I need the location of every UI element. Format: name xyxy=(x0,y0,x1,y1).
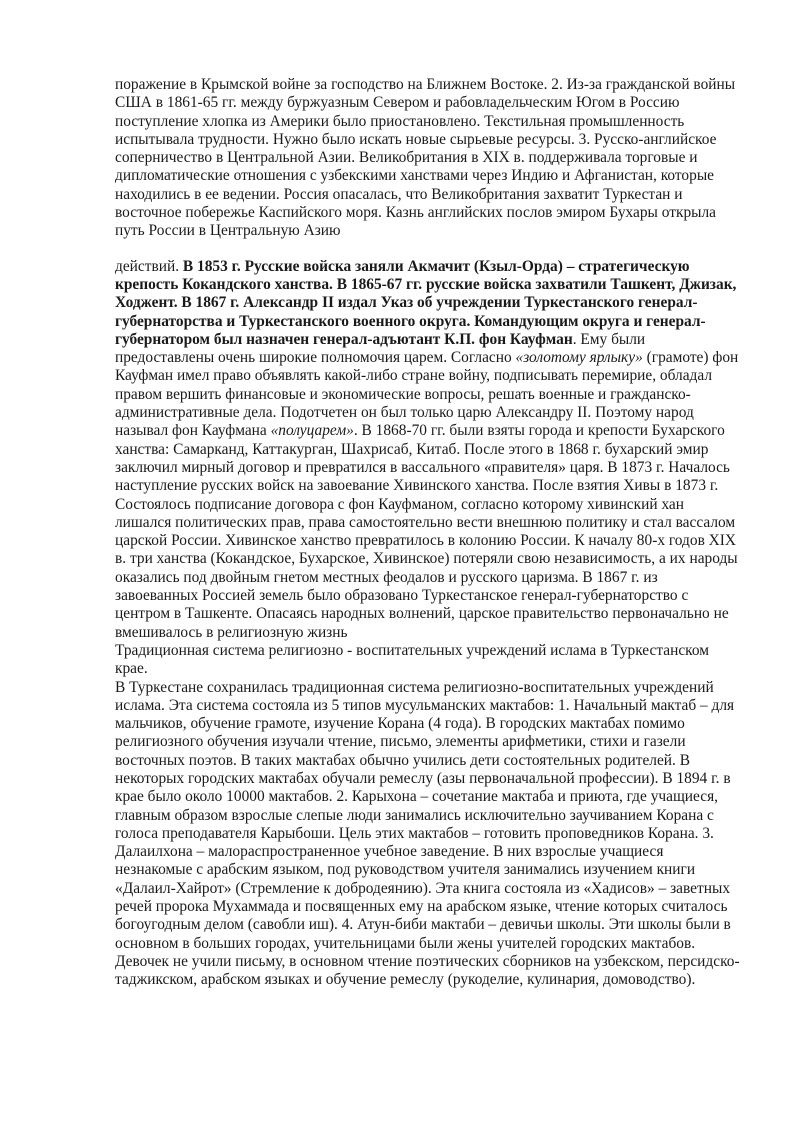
conquest-text-2: (грамоте) фон Кауфман имел право объявлять какой-либо стране войну, подписывать перемирие, обладал правом вершить финансовые и экономические вопросы, решать военные и гражданско-административные дела. Подотчетен он был только царю Александру II. Поэтому народ называл фон Кауфмана xyxy=(115,349,739,440)
golden-yarlyk-italic: «золотому ярлыку» xyxy=(515,349,643,367)
conquest-bold-text: В 1853 г. Русские войска заняли Акмачит (Кзыл-Орда) – стратегическую крепость Кокандского ханства. В 1865-67 гг. русские войска захватили Ташкент, Джизак, Ходжент. В 1867 г. Александр II издал Указ об учреждении Туркестанского генерал-губернаторства и Туркестанского военного округа. Командующим округа и генерал-губернатором был назначен генерал-адъютант К.П. фон Кауфман xyxy=(115,257,737,348)
half-tsar-italic: «полуцарем» xyxy=(270,422,354,440)
conquest-text-3: . В 1868-70 гг. были взяты города и крепости Бухарского ханства: Самарканд, Каттакурган, Шахрисаб, Китаб. После этого в 1868 г. бухарский эмир заключил мирный договор и превратился в вассального «правителя» царя. В 1873 г. Началось наступление русских войск на завоевание Хивинского ханства. После взятия Хивы в 1873 г. Состоялось подписание договора с фон Кауфманом, согласно которому хивинский хан лишался политических прав, права самостоятельно вести внешнюю политику и стал вассалом царской России. Хивинское ханство превратилось в колонию России. К началу 80-х годов XIX в. три ханства (Кокандское, Бухарское, Хивинское) потеряли свою независимость, а их народы оказались под двойным гнетом местных феодалов и русского царизма. В 1867 г. из завоеванных Россией земель было образовано Туркестанское генерал-губернаторство с центром в Ташкенте. Опасаясь народных волнений, царское правительство первоначально не вмешивалось в религиозную жизнь xyxy=(115,422,738,641)
section-heading: Традиционная система религиозно - воспитательных учреждений ислама в Туркестанском крае. xyxy=(115,641,709,678)
paragraph-gap xyxy=(115,241,743,258)
paragraph-conquest xyxy=(115,258,743,642)
paragraph-maktabs: В Туркестане сохранилась традиционная система религиозно-воспитательных учреждений ислама. Эта система состояла из 5 типов мусульманских мактабов: 1. Начальный мактаб – для мальчиков, обучение грамоте, изучение Корана (4 года). В городских мактабах помимо религиозного обучения изучали чтение, письмо, элементы арифметики, стихи и газели восточных поэтов. В таких мактабах обычно учились дети состоятельных родителей. В некоторых городских мактабах обучали ремеслу (азы первоначальной профессии). В 1894 г. в крае было около 10000 мактабов. 2. Карыхона – сочетание мактаба и приюта, где учащиеся, главным образом взрослые слепые люди занимались исключительно заучиванием Корана с голоса преподавателя Карыбоши. Цель этих мактабов – готовить проповедников Корана. 3. Далаилхона – малораспространенное учебное заведение. В них взрослые учащиеся незнакомые с арабским языком, под руководством учителя занимались изучением книги «Далаил-Хайрот» (Стремление к добродеянию). Эта книга состояла из «Хадисов» – заветных речей пророка Мухаммада и посвященных ему на арабском языке, чтение которых считалось богоугодным делом (савобли иш). 4. Атун-биби мактаби – девичьи школы. Эти школы были в основном в больших городах, учительницами были жены учителей городских мактабов. Девочек не учили письму, в основном чтение поэтических сборников на узбекском, персидско-таджикском, арабском языках и обучение ремеслу (рукоделие, кулинария, домоводство). xyxy=(115,678,740,989)
document-page xyxy=(115,76,743,990)
conquest-lead-text: действий. xyxy=(115,257,183,275)
paragraph-war-reasons: поражение в Крымской войне за господство на Ближнем Востоке. 2. Из-за гражданской войны США в 1861-65 гг. между буржуазным Севером и рабовладельческим Югом в Россию поступление хлопка из Америки было приостановлено. Текстильная промышленность испытывала трудности. Нужно было искать новые сырьевые ресурсы. 3. Русско-английское соперничество в Центральной Азии. Великобритания в XIX в. поддерживала торговые и дипломатические отношения с узбекскими ханствами через Индию и Афганистан, которые находились в ее ведении. Россия опасалась, что Великобритания захватит Туркестан и восточное побережье Каспийского моря. Казнь английских послов эмиром Бухары открыла путь России в Центральную Азию xyxy=(115,76,736,240)
conquest-text-1: . Ему были предоставлены очень широкие полномочия царем. Согласно xyxy=(115,330,646,367)
